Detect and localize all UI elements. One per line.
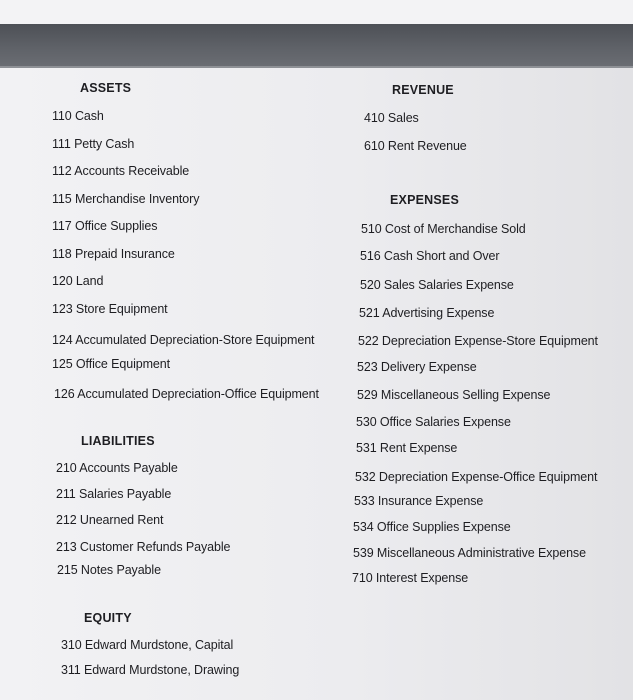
liability-item: 212 Unearned Rent: [56, 513, 164, 527]
liabilities-heading: LIABILITIES: [81, 434, 155, 448]
expense-item: 516 Cash Short and Over: [360, 249, 500, 263]
expense-item: 534 Office Supplies Expense: [353, 520, 511, 534]
chart-of-accounts-sheet: [0, 68, 633, 700]
revenue-item: 610 Rent Revenue: [364, 139, 467, 153]
expense-item: 522 Depreciation Expense-Store Equipment: [358, 334, 598, 348]
assets-heading: ASSETS: [80, 81, 132, 95]
expense-item: 529 Miscellaneous Selling Expense: [357, 388, 551, 402]
asset-item: 125 Office Equipment: [52, 357, 170, 371]
asset-item: 110 Cash: [52, 109, 104, 123]
liability-item: 211 Salaries Payable: [56, 487, 172, 501]
asset-item: 123 Store Equipment: [52, 302, 168, 316]
expense-item: 531 Rent Expense: [356, 441, 458, 455]
equity-item: 310 Edward Murdstone, Capital: [61, 638, 234, 652]
asset-item: 118 Prepaid Insurance: [52, 247, 175, 261]
asset-item: 124 Accumulated Depreciation-Store Equipment: [52, 333, 315, 347]
expense-item: 530 Office Salaries Expense: [356, 415, 511, 429]
liability-item: 215 Notes Payable: [57, 563, 161, 577]
asset-item: 112 Accounts Receivable: [52, 164, 190, 178]
revenue-item: 410 Sales: [364, 111, 419, 125]
liability-item: 210 Accounts Payable: [56, 461, 178, 475]
asset-item: 117 Office Supplies: [52, 219, 158, 233]
expense-item: 539 Miscellaneous Administrative Expense: [353, 546, 586, 560]
asset-item: 111 Petty Cash: [52, 137, 135, 151]
top-background: [0, 0, 633, 24]
expense-item: 533 Insurance Expense: [354, 494, 484, 508]
revenue-heading: REVENUE: [392, 83, 454, 97]
equity-item: 311 Edward Murdstone, Drawing: [61, 663, 240, 677]
expense-item: 523 Delivery Expense: [357, 360, 477, 374]
asset-item: 126 Accumulated Depreciation-Office Equipment: [54, 387, 319, 401]
expense-item: 520 Sales Salaries Expense: [360, 278, 514, 292]
expense-item: 532 Depreciation Expense-Office Equipment: [355, 470, 598, 484]
top-bar: [0, 24, 633, 68]
asset-item: 115 Merchandise Inventory: [52, 192, 200, 206]
expenses-heading: EXPENSES: [390, 193, 459, 207]
expense-item: 710 Interest Expense: [352, 571, 469, 585]
expense-item: 521 Advertising Expense: [359, 306, 495, 320]
expense-item: 510 Cost of Merchandise Sold: [361, 222, 526, 236]
liability-item: 213 Customer Refunds Payable: [56, 540, 231, 554]
equity-heading: EQUITY: [84, 611, 132, 625]
asset-item: 120 Land: [52, 274, 104, 288]
